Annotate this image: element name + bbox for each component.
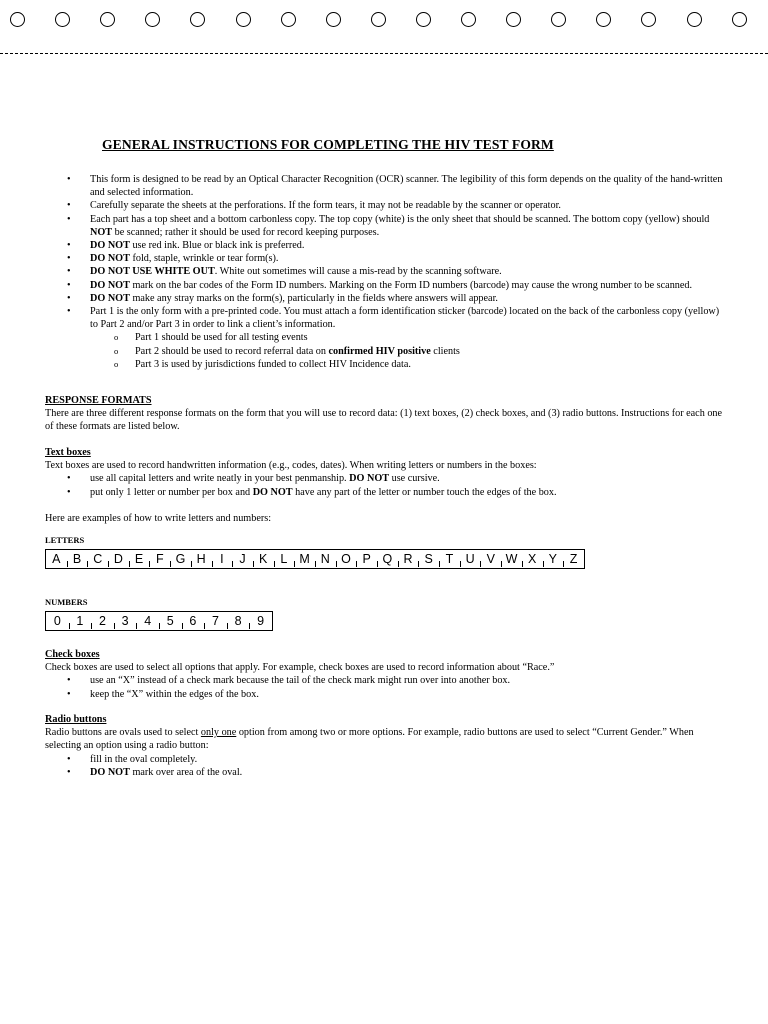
example-character-cell: H: [191, 550, 212, 568]
example-character-cell: R: [398, 550, 419, 568]
check-boxes-text: Check boxes are used to select all options that apply. For example, check boxes are used to record information about “Race.”: [45, 662, 555, 674]
example-character-cell: 7: [204, 612, 227, 630]
example-character-cell: G: [170, 550, 191, 568]
example-character-cell: I: [212, 550, 233, 568]
check-boxes-bullet-2: • keep the “X” within the edges of the box.: [90, 688, 725, 701]
example-character-cell: 2: [91, 612, 114, 630]
example-character-cell: 9: [249, 612, 272, 630]
example-character-cell: X: [522, 550, 543, 568]
binder-hole-icon: [145, 12, 160, 27]
example-character-cell: D: [108, 550, 129, 568]
example-character-cell: W: [501, 550, 522, 568]
example-character-cell: E: [129, 550, 150, 568]
part-sub-bullet: o Part 2 should be used to record referral data on confirmed HIV positive clients: [135, 345, 725, 358]
binder-hole-icon: [371, 12, 386, 27]
instruction-bullet: • DO NOT make any stray marks on the form(s), particularly in the fields where answers will appear.: [90, 292, 725, 305]
example-character-cell: B: [67, 550, 88, 568]
binder-hole-icon: [326, 12, 341, 27]
example-character-cell: N: [315, 550, 336, 568]
binder-holes: [10, 12, 758, 32]
binder-hole-icon: [55, 12, 70, 27]
example-character-cell: M: [294, 550, 315, 568]
binder-hole-icon: [416, 12, 431, 27]
numbers-example-box: [45, 611, 273, 631]
example-character-cell: O: [336, 550, 357, 568]
check-boxes-section: [45, 648, 725, 701]
check-boxes-bullet-1: • use an “X” instead of a check mark because the tail of the check mark might run over into another box.: [90, 674, 725, 687]
binder-hole-icon: [506, 12, 521, 27]
example-character-cell: Q: [377, 550, 398, 568]
letters-example-box: [45, 549, 585, 569]
instruction-bullet: • Each part has a top sheet and a bottom carbonless copy. The top copy (white) is the only sheet that should be scanned. The bottom copy (yellow) should NOT be scanned; rather it should be used for record keeping purposes.: [90, 213, 725, 239]
radio-buttons-bullet-2: • DO NOT mark over area of the oval.: [90, 766, 725, 779]
instruction-bullet: • DO NOT fold, staple, wrinkle or tear form(s).: [90, 252, 725, 265]
page-title: GENERAL INSTRUCTIONS FOR COMPLETING THE HIV TEST FORM: [102, 137, 554, 152]
text-boxes-text: Text boxes are used to record handwritten information (e.g., codes, dates). When writing letters or numbers in the boxes:: [45, 460, 537, 472]
example-character-cell: U: [460, 550, 481, 568]
example-character-cell: 0: [53, 614, 61, 628]
example-character-cell: K: [253, 550, 274, 568]
response-formats-section: [45, 394, 725, 434]
example-character-cell: 3: [114, 612, 137, 630]
text-boxes-bullet-1: • use all capital letters and write neatly in your best penmanship. DO NOT use cursive.: [90, 472, 725, 485]
example-character-cell: Z: [563, 550, 584, 568]
example-character-cell: 4: [136, 612, 159, 630]
instruction-bullet: • DO NOT mark on the bar codes of the Form ID numbers. Marking on the Form ID numbers (barcode) may cause the wrong number to be scanned.: [90, 279, 725, 292]
example-character-cell: P: [356, 550, 377, 568]
binder-hole-icon: [551, 12, 566, 27]
instruction-bullet: • DO NOT USE WHITE OUT. White out sometimes will cause a mis-read by the scanning software.: [90, 265, 725, 278]
text-boxes-heading: Text boxes: [45, 447, 91, 458]
example-character-cell: 8: [227, 612, 250, 630]
response-formats-heading: RESPONSE FORMATS: [45, 395, 152, 406]
binder-hole-icon: [641, 12, 656, 27]
examples-text: Here are examples of how to write letters and numbers:: [45, 512, 272, 524]
radio-buttons-heading: Radio buttons: [45, 714, 107, 725]
example-character-cell: V: [480, 550, 501, 568]
binder-hole-icon: [100, 12, 115, 27]
example-character-cell: 5: [159, 612, 182, 630]
response-formats-text: There are three different response formats on the form that you will use to record data: (1) text boxes, (2) check boxes, and (3) radio buttons. Instructions for each one of these formats are listed below.: [45, 408, 723, 433]
text-boxes-bullet-2: • put only 1 letter or number per box and DO NOT have any part of the letter or number touch the edges of the box.: [90, 486, 725, 499]
check-boxes-heading: Check boxes: [45, 649, 100, 660]
example-character-cell: C: [87, 550, 108, 568]
example-character-cell: 1: [69, 612, 92, 630]
text-boxes-section: [45, 446, 725, 525]
binder-hole-icon: [281, 12, 296, 27]
radio-buttons-text: Radio buttons are ovals used to select only one option from among two or more options. For example, radio buttons are used to select “Current Gender.” When selecting an option using a radio button:: [45, 727, 694, 752]
instruction-bullet: • This form is designed to be read by an Optical Character Recognition (OCR) scanner. The legibility of this form depends on the quality of the hand-written and selected information.: [90, 173, 725, 199]
part-sub-bullet: o Part 1 should be used for all testing events: [135, 331, 725, 344]
numbers-label: NUMBERS: [45, 597, 88, 607]
letters-label: LETTERS: [45, 535, 85, 545]
radio-buttons-bullet-1: • fill in the oval completely.: [90, 753, 725, 766]
binder-hole-icon: [10, 12, 25, 27]
binder-hole-icon: [236, 12, 251, 27]
instruction-bullet: • DO NOT use red ink. Blue or black ink is preferred.: [90, 239, 725, 252]
binder-hole-icon: [732, 12, 747, 27]
example-character-cell: F: [149, 550, 170, 568]
example-character-cell: J: [232, 550, 253, 568]
example-character-cell: 6: [182, 612, 205, 630]
binder-hole-icon: [687, 12, 702, 27]
radio-buttons-section: [45, 713, 725, 779]
binder-hole-icon: [596, 12, 611, 27]
perforation-line: [0, 53, 768, 54]
example-character-cell: T: [439, 550, 460, 568]
example-character-cell: Y: [543, 550, 564, 568]
example-character-cell: L: [274, 550, 295, 568]
instruction-bullet: • Carefully separate the sheets at the perforations. If the form tears, it may not be readable by the scanner or operator.: [90, 199, 725, 212]
binder-hole-icon: [461, 12, 476, 27]
general-bullets: [45, 173, 725, 371]
instruction-bullet: • Part 1 is the only form with a pre-printed code. You must attach a form identification sticker (barcode) located on the back of the carbonless copy (yellow) to Part 2 and/or Part 3 in order to link a client’s information.: [90, 305, 725, 331]
part-sub-bullet: o Part 3 is used by jurisdictions funded to collect HIV Incidence data.: [135, 358, 725, 371]
example-character-cell: A: [52, 552, 61, 566]
binder-hole-icon: [190, 12, 205, 27]
example-character-cell: S: [418, 550, 439, 568]
